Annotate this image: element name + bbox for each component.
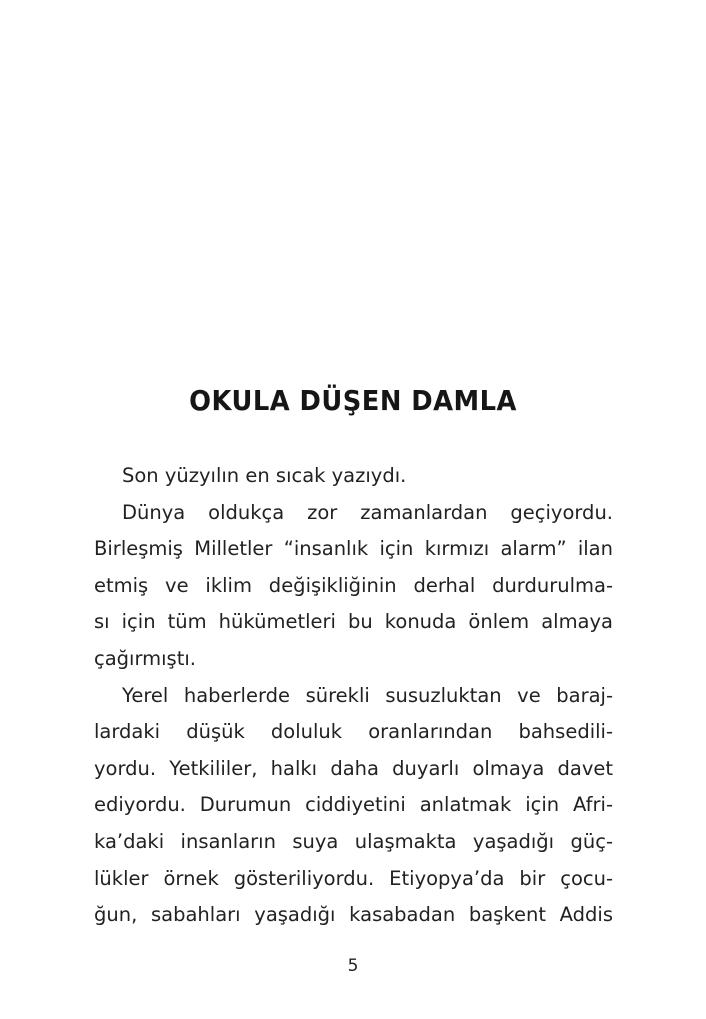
paragraph-line: Dünya oldukça zor zamanlardan geçiyordu.: [122, 500, 613, 524]
chapter-title: OKULA DÜŞEN DAMLA: [189, 384, 517, 417]
page-number: 5: [347, 956, 359, 976]
paragraph-line: lükler örnek gösteriliyordu. Etiyopya’da bir çocu-: [94, 866, 613, 890]
paragraph-line: yordu. Yetkililer, halkı daha duyarlı olmaya davet: [94, 756, 613, 780]
paragraph-line: Yerel haberlerde sürekli susuzluktan ve baraj-: [122, 683, 613, 707]
paragraph-line: lardaki düşük doluluk oranlarından bahsedili-: [94, 720, 613, 744]
body-text: [94, 458, 613, 934]
paragraph-line: ka’daki insanların suya ulaşmakta yaşadığı güç-: [94, 829, 613, 853]
paragraph-line: sı için tüm hükümetleri bu konuda önlem almaya: [94, 610, 613, 634]
paragraph-line: çağırmıştı.: [94, 646, 196, 670]
paragraph-line: ğun, sabahları yaşadığı kasabadan başkent Addis: [94, 903, 613, 927]
paragraph-line: Son yüzyılın en sıcak yazıydı.: [122, 464, 407, 487]
paragraph-line: ediyordu. Durumun ciddiyetini anlatmak için Afri-: [94, 793, 613, 817]
paragraph-line: Birleşmiş Milletler “insanlık için kırmızı alarm” ilan: [94, 537, 613, 561]
paragraph-line: etmiş ve iklim değişikliğinin derhal durdurulma-: [94, 573, 613, 597]
